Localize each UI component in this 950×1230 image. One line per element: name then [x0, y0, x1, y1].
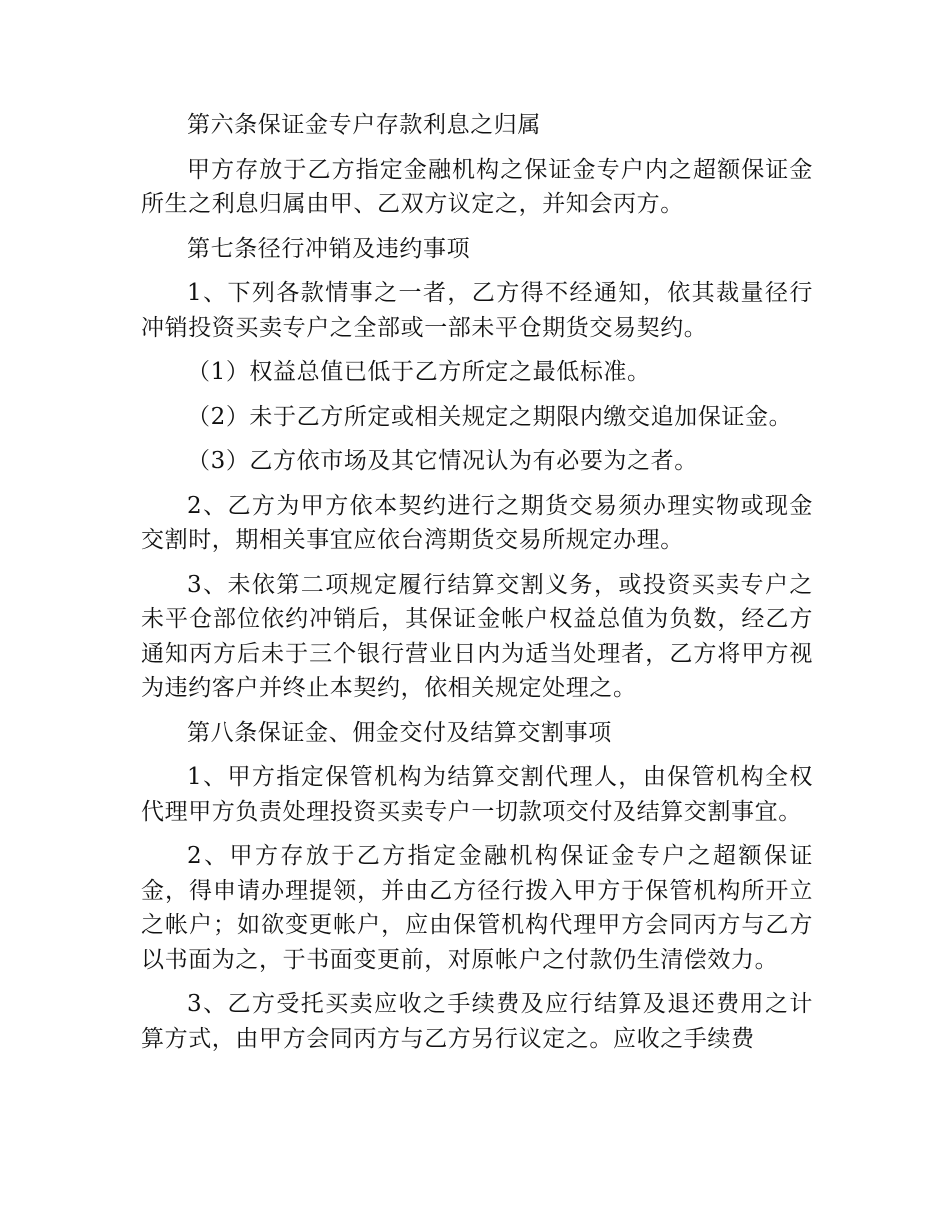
article-7-clause-3: 3、未依第二项规定履行结算交割义务，或投资买卖专户之未平仓部位依约冲销后，其保证金帐户权益总值为负数，经乙方通知丙方后未于三个银行营业日内为适当处理者，乙方将甲方视为违约客户并终止本契约，依相关规定处理之。: [141, 571, 813, 701]
article-6-body: 甲方存放于乙方指定金融机构之保证金专户内之超额保证金所生之利息归属由甲、乙双方议定之，并知会丙方。: [141, 156, 813, 217]
article-8-clause-3: 3、乙方受托买卖应收之手续费及应行结算及退还费用之计算方式，由甲方会同丙方与乙方另行议定之。应收之手续费: [141, 991, 813, 1052]
article-7-clause-2: 2、乙方为甲方依本契约进行之期货交易须办理实物或现金交割时，期相关事宜应依台湾期货交易所规定办理。: [141, 492, 813, 553]
article-8-heading: 第八条保证金、佣金交付及结算交割事项: [187, 719, 612, 746]
article-8-clause-2: 2、甲方存放于乙方指定金融机构保证金专户之超额保证金，得申请办理提领，并由乙方径行拨入甲方于保管机构所开立之帐户；如欲变更帐户，应由保管机构代理甲方会同丙方与乙方以书面为之，于书面变更前，对原帐户之付款仍生清偿效力。: [141, 843, 813, 973]
article-7-clause-1-item-2: （2）未于乙方所定或相关规定之期限内缴交追加保证金。: [187, 403, 793, 430]
article-7-clause-1-item-1: （1）权益总值已低于乙方所定之最低标准。: [187, 359, 651, 385]
article-7-heading: 第七条径行冲销及违约事项: [187, 235, 471, 262]
article-7-clause-1-item-3: （3）乙方依市场及其它情况认为有必要为之者。: [187, 448, 698, 474]
document-page: [141, 108, 813, 1066]
article-6-heading: 第六条保证金专户存款利息之归属: [187, 112, 541, 138]
article-8-clause-1: 1、甲方指定保管机构为结算交割代理人，由保管机构全权代理甲方负责处理投资买卖专户一切款项交付及结算交割事宜。: [141, 764, 813, 825]
article-7-clause-1: 1、下列各款情事之一者，乙方得不经通知，依其裁量径行冲销投资买卖专户之全部或一部未平仓期货交易契约。: [141, 280, 813, 341]
